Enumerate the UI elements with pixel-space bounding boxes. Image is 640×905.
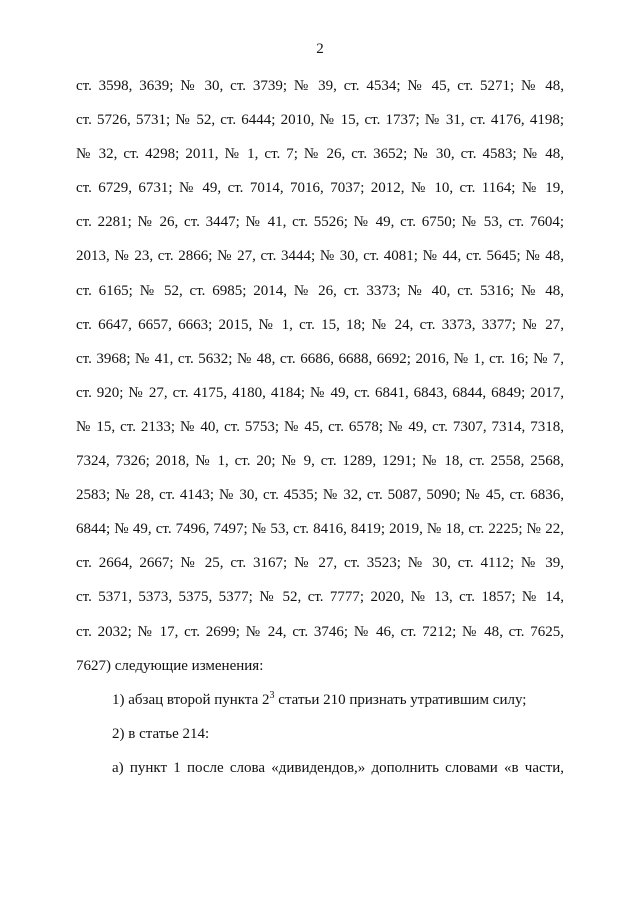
text-line: ст. 5726, 5731; № 52, ст. 6444; 2010, № 15, ст. 1737; № 31, ст. 4176, 4198; <box>76 112 564 129</box>
text-line: ст. 3968; № 41, ст. 5632; № 48, ст. 6686, 6688, 6692; 2016, № 1, ст. 16; № 7, <box>76 350 564 367</box>
text-line: 2583; № 28, ст. 4143; № 30, ст. 4535; № 32, ст. 5087, 5090; № 45, ст. 6836, <box>76 487 564 504</box>
list-item-1-text: 1) абзац второй пункта 2 <box>112 691 270 708</box>
text-line: ст. 2664, 2667; № 25, ст. 3167; № 27, ст. 3523; № 30, ст. 4112; № 39, <box>76 555 564 572</box>
text-line: ст. 5371, 5373, 5375, 5377; № 52, ст. 7777; 2020, № 13, ст. 1857; № 14, <box>76 589 564 606</box>
text-line: № 32, ст. 4298; 2011, № 1, ст. 7; № 26, ст. 3652; № 30, ст. 4583; № 48, <box>76 146 564 163</box>
text-line: ст. 6729, 6731; № 49, ст. 7014, 7016, 7037; 2012, № 10, ст. 1164; № 19, <box>76 180 564 197</box>
text-line: ст. 6647, 6657, 6663; 2015, № 1, ст. 15, 18; № 24, ст. 3373, 3377; № 27, <box>76 316 564 333</box>
list-item-1-text-rest: статьи 210 признать утратившим силу; <box>274 691 527 708</box>
text-line: ст. 2281; № 26, ст. 3447; № 41, ст. 5526; № 49, ст. 6750; № 53, ст. 7604; <box>76 214 564 231</box>
list-item-1 <box>76 690 564 724</box>
list-item-2: 2) в статье 214: <box>112 725 210 742</box>
text-line: 7324, 7326; 2018, № 1, ст. 20; № 9, ст. 1289, 1291; № 18, ст. 2558, 2568, <box>76 453 564 470</box>
superscript: 3 <box>269 689 275 701</box>
list-item-2a: а) пункт 1 после слова «дивидендов,» дополнить словами «в части, <box>112 759 564 776</box>
page-number: 2 <box>316 41 324 57</box>
document-body <box>76 76 564 792</box>
text-line: № 15, ст. 2133; № 40, ст. 5753; № 45, ст. 6578; № 49, ст. 7307, 7314, 7318, <box>76 418 564 435</box>
text-line: ст. 2032; № 17, ст. 2699; № 24, ст. 3746; № 46, ст. 7212; № 48, ст. 7625, <box>76 623 564 640</box>
text-line: 2013, № 23, ст. 2866; № 27, ст. 3444; № 30, ст. 4081; № 44, ст. 5645; № 48, <box>76 248 564 265</box>
text-line: ст. 920; № 27, ст. 4175, 4180, 4184; № 49, ст. 6841, 6843, 6844, 6849; 2017, <box>76 384 564 401</box>
text-line: 6844; № 49, ст. 7496, 7497; № 53, ст. 8416, 8419; 2019, № 18, ст. 2225; № 22, <box>76 521 564 538</box>
text-line: ст. 6165; № 52, ст. 6985; 2014, № 26, ст. 3373; № 40, ст. 5316; № 48, <box>76 282 564 299</box>
text-line-last: 7627) следующие изменения: <box>76 657 264 674</box>
text-line: ст. 3598, 3639; № 30, ст. 3739; № 39, ст. 4534; № 45, ст. 5271; № 48, <box>76 78 564 94</box>
